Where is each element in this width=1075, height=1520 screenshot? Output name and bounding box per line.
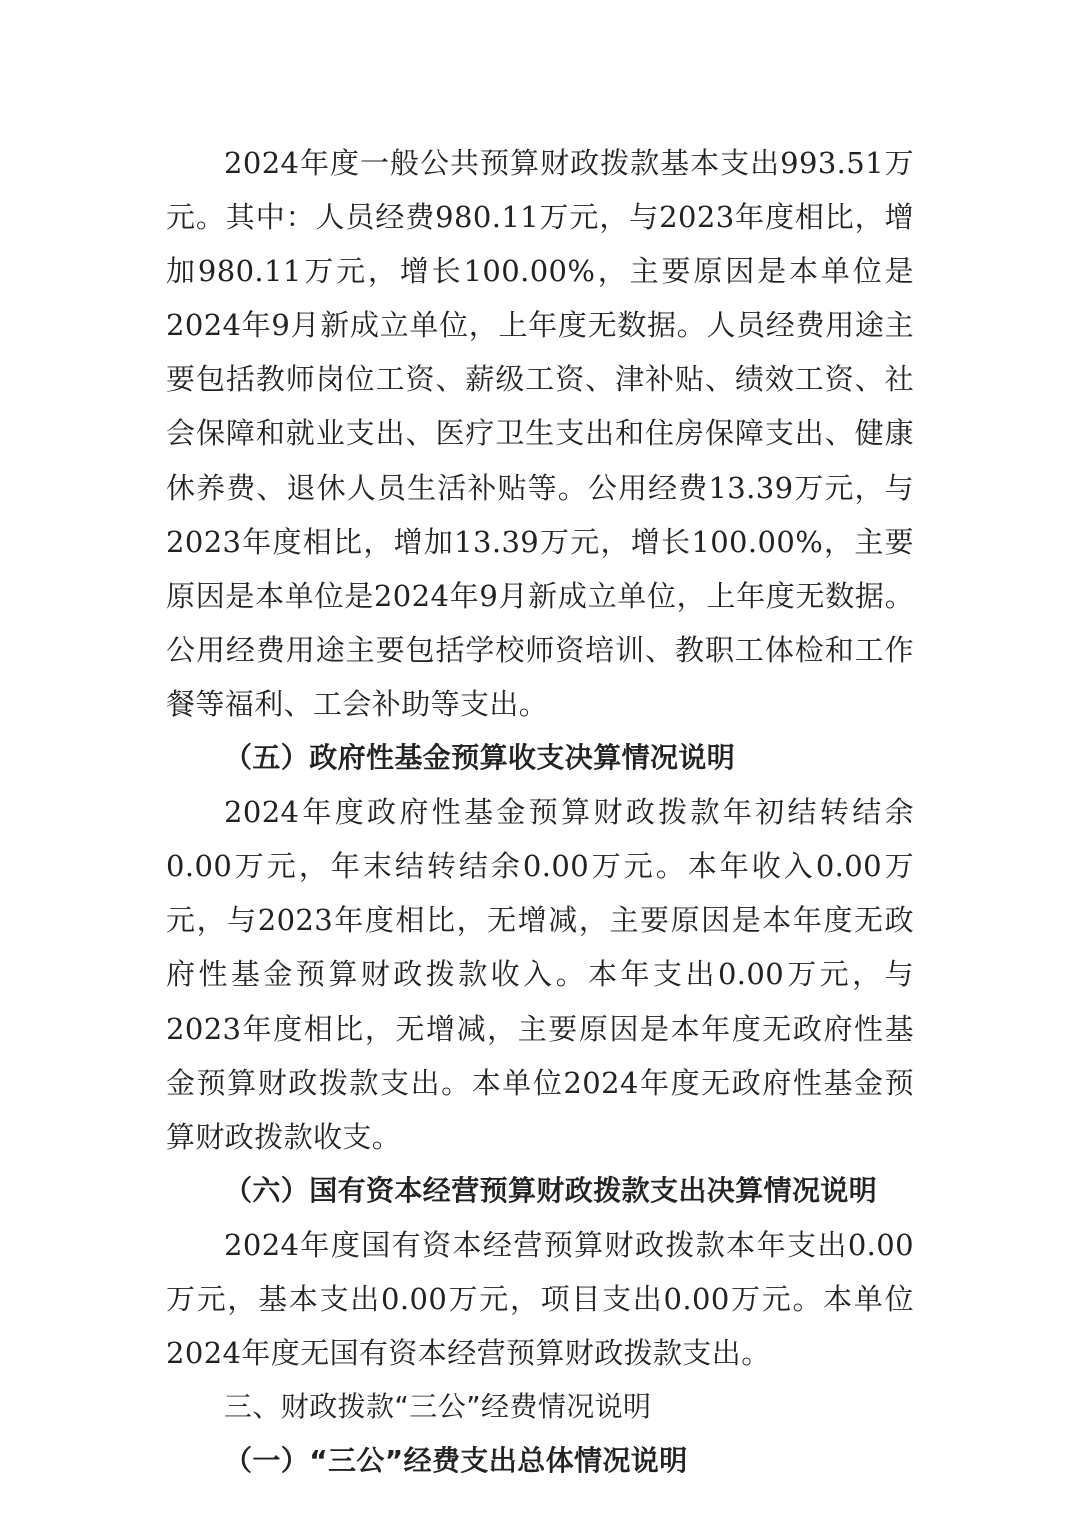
state-capital-paragraph: 2024年度国有资本经营预算财政拨款本年支出0.00万元，基本支出0.00万元，项目支出0.00万元。本单位2024年度无国有资本经营预算财政拨款支出。: [166, 1227, 914, 1371]
three-public-overall-heading: （一）“三公”经费支出总体情况说明: [224, 1444, 688, 1478]
gov-fund-paragraph: 2024年度政府性基金预算财政拨款年初结转结余0.00万元，年末结转结余0.00万元。本年收入0.00万元，与2023年度相比，无增减，主要原因是本年度无政府性基金预算财政拨款收入。本年支出0.00万元，与2023年度相比，无增减，主要原因是本年度无政府性基金预算财政拨款支出。本单位2024年度无政府性基金预算财政拨款收支。: [166, 795, 914, 1154]
section-three-heading: 三、财政拨款“三公”经费情况说明: [224, 1390, 652, 1424]
basic-expenditure-paragraph: 2024年度一般公共预算财政拨款基本支出993.51万元。其中：人员经费980.11万元，与2023年度相比，增加980.11万元，增长100.00%，主要原因是本单位是2024年9月新成立单位，上年度无数据。人员经费用途主要包括教师岗位工资、薪级工资、津补贴、绩效工资、社会保障和就业支出、医疗卫生支出和住房保障支出、健康休养费、退休人员生活补贴等。公用经费13.39万元，与2023年度相比，增加13.39万元，增长100.00%，主要原因是本单位是2024年9月新成立单位，上年度无数据。公用经费用途主要包括学校师资培训、教职工体检和工作餐等福利、工会补助等支出。: [166, 146, 914, 721]
state-capital-heading: （六）国有资本经营预算财政拨款支出决算情况说明: [224, 1173, 878, 1207]
document-page: [166, 136, 914, 1488]
gov-fund-heading: （五）政府性基金预算收支决算情况说明: [224, 741, 736, 775]
